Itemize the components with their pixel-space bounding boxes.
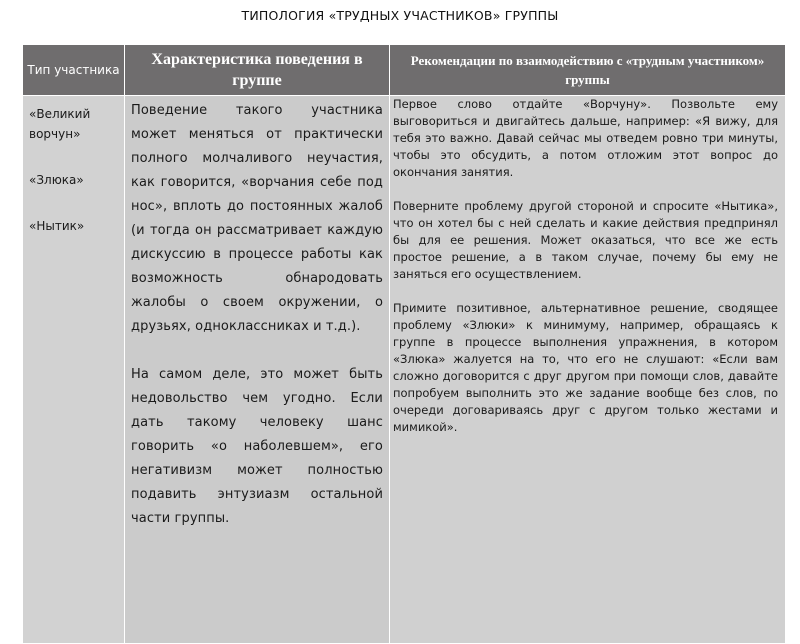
characteristic-cell (125, 96, 390, 644)
typology-table (22, 44, 786, 644)
recommendation-paragraph: Поверните проблему другой стороной и спросите «Нытика», что он хотел бы с ней сделать и какие действия предпринял бы для ее решения. Может оказаться, что все же есть простое решение, а в таком случае, почему бы ему не заняться его осуществлением. (393, 199, 778, 281)
page-title: ТИПОЛОГИЯ «ТРУДНЫХ УЧАСТНИКОВ» ГРУППЫ (241, 8, 559, 23)
table-header-row (23, 45, 786, 96)
participant-types-cell (23, 96, 125, 644)
header-characteristic: Характеристика поведения в группе (125, 45, 390, 96)
header-type: Тип участника (23, 45, 125, 96)
participant-type-grumbler: «Великий ворчун» (29, 107, 91, 141)
participant-type-whiner: «Нытик» (29, 219, 85, 233)
recommendation-paragraph: Первое слово отдайте «Ворчуну». Позвольте ему выговориться и двигайтесь дальше, например: «Я вижу, для тебя это важно. Давай сейчас мы отведем ровно три минуты, чтобы это обсудить, а потом отложим этот вопрос до окончания занятия. (393, 97, 778, 179)
characteristic-paragraph: На самом деле, это может быть недовольство чем угодно. Если дать такому человеку шанс говорить «о наболевшем», его негативизм может полностью подавить энтузиазм остальной части группы. (131, 367, 383, 526)
table-body-row (23, 96, 786, 644)
recommendations-cell (390, 96, 786, 644)
recommendation-paragraph: Примите позитивное, альтернативное решение, сводящее проблему «Злюки» к минимуму, например, обращаясь к группе в процессе выполнения упражнения, в котором «Злюка» жалуется на то, что его не слушают: «Если вам сложно договорится с друг другом при помощи слов, давайте попробуем выполнить это же задание вообще без слов, по очереди договариваясь друг с другом только жестами и мимикой». (393, 301, 778, 434)
characteristic-paragraph: Поведение такого участника может меняться от практически полного молчаливого неучастия, как говорится, «ворчания себе под нос», вплоть до постоянных жалоб (и тогда он рассматривает каждую дискуссию в процессе работы как возможность обнародовать жалобы о своем окружении, о друзьях, одноклассниках и т.д.). (131, 103, 383, 334)
participant-types-list (23, 96, 124, 236)
recommendations-text (390, 96, 785, 436)
header-recommendations: Рекомендации по взаимодействию с «трудным участником» группы (390, 45, 786, 96)
characteristic-text (125, 96, 389, 531)
participant-type-angry: «Злюка» (29, 173, 84, 187)
